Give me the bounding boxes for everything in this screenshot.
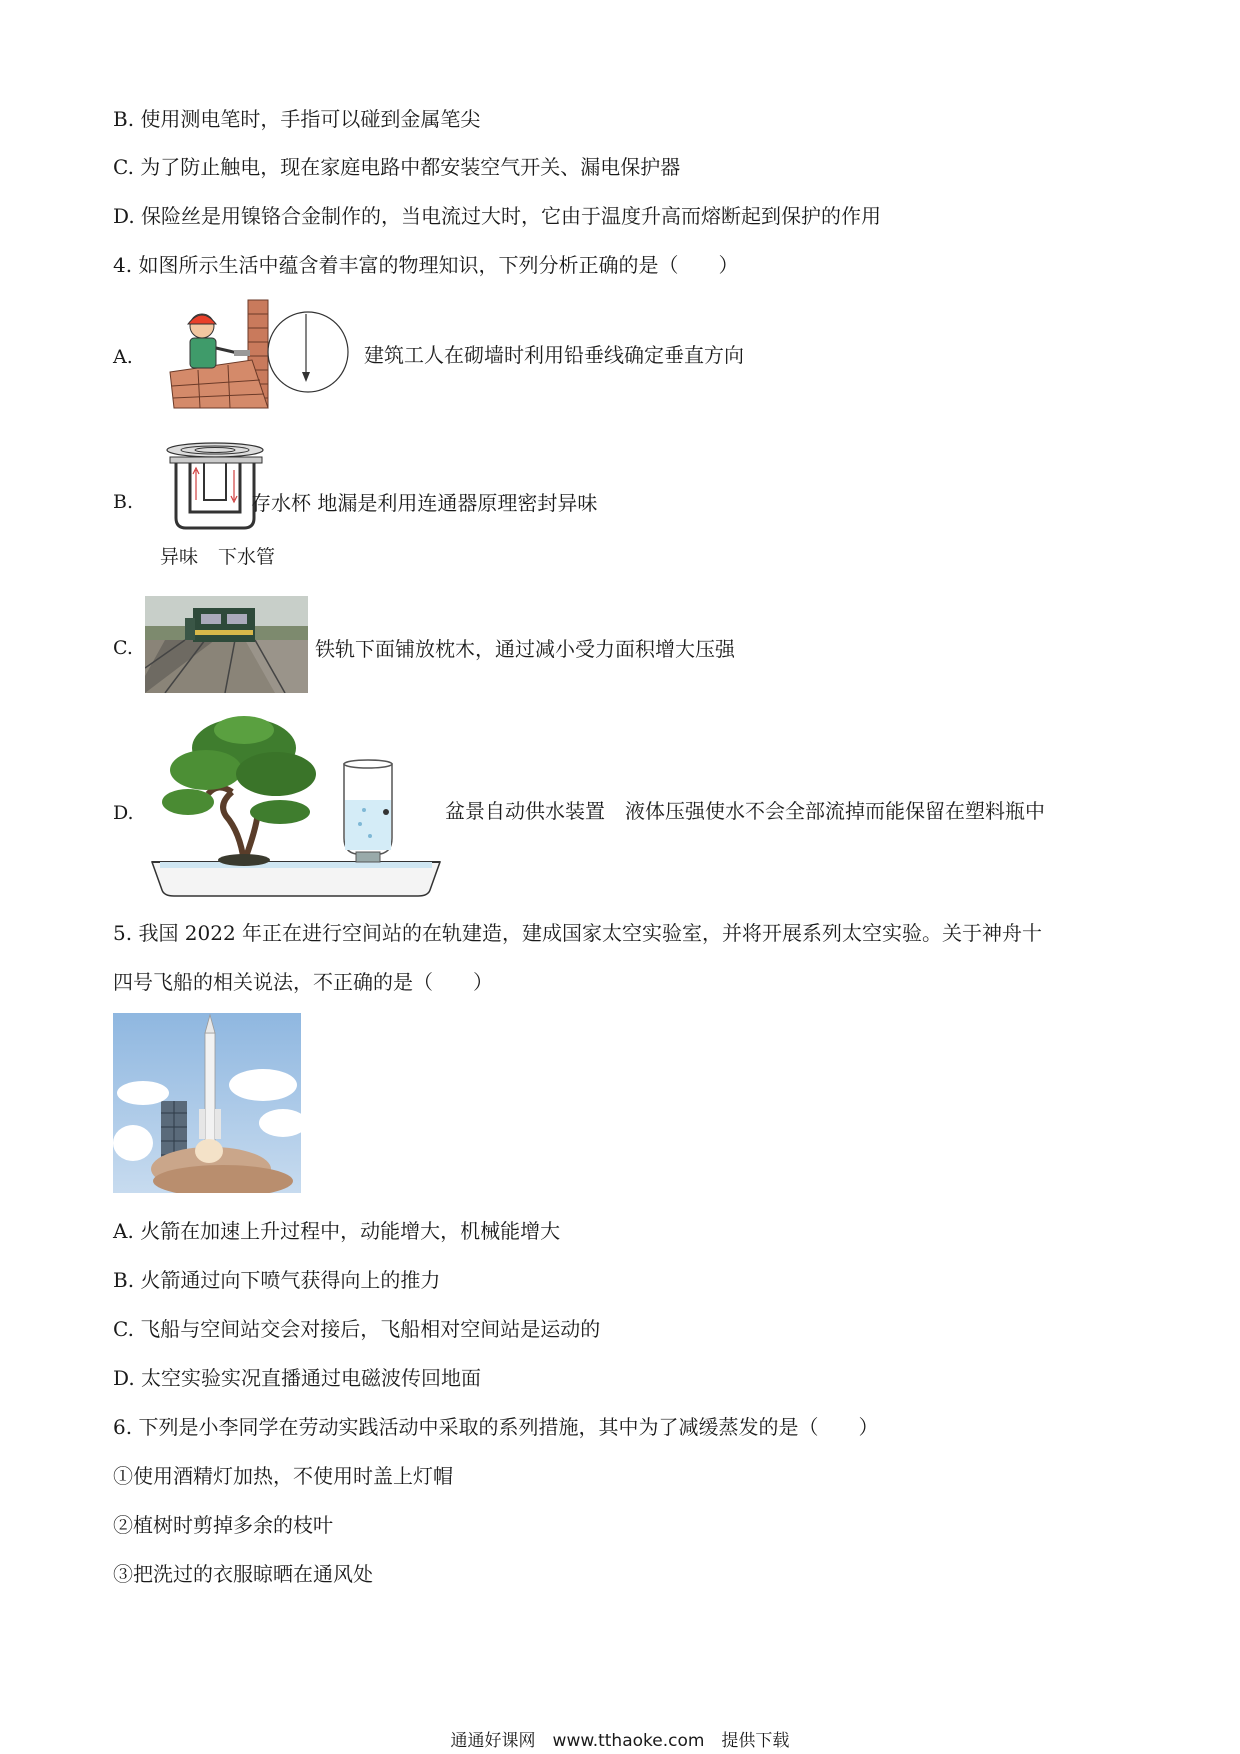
q4-c-label: C.	[113, 637, 133, 659]
bonsai-auto-water-figure	[148, 712, 444, 898]
q5-option-a: A. 火箭在加速上升过程中，动能增大，机械能增大	[113, 1219, 561, 1243]
q3-option-c: C. 为了防止触电，现在家庭电路中都安装空气开关、漏电保护器	[113, 155, 681, 179]
q3-option-d: D. 保险丝是用镍铬合金制作的，当电流过大时，它由于温度升高而熔断起到保护的作用	[113, 204, 882, 228]
q4-b-caption-right: 下水管	[218, 546, 276, 568]
q5-option-c: C. 飞船与空间站交会对接后，飞船相对空间站是运动的	[113, 1317, 601, 1341]
q3-option-b: B. 使用测电笔时，手指可以碰到金属笔尖	[113, 107, 481, 131]
q6-item-3: ③把洗过的衣服晾晒在通风处	[113, 1562, 373, 1586]
q4-a-text: 建筑工人在砌墙时利用铅垂线确定垂直方向	[364, 343, 744, 367]
q4-b-caption-left: 异味	[160, 546, 199, 568]
q4-d-text: 盆景自动供水装置 液体压强使水不会全部流掉而能保留在塑料瓶中	[445, 799, 1045, 823]
bricklayer-plumb-line-figure	[168, 298, 352, 412]
q5-stem-line1: 5. 我国 2022 年正在进行空间站的在轨建造，建成国家太空实验室，并将开展系列太空实验。关于神舟十	[113, 921, 1043, 945]
q4-stem: 4. 如图所示生活中蕴含着丰富的物理知识，下列分析正确的是（ ）	[113, 253, 739, 277]
q6-item-2: ②植树时剪掉多余的枝叶	[113, 1513, 333, 1537]
q6-item-1: ①使用酒精灯加热，不使用时盖上灯帽	[113, 1464, 453, 1488]
q5-option-d: D. 太空实验实况直播通过电磁波传回地面	[113, 1366, 482, 1390]
q5-option-b: B. 火箭通过向下喷气获得向上的推力	[113, 1268, 441, 1292]
q4-a-label: A.	[113, 346, 133, 368]
q5-stem-line2: 四号飞船的相关说法，不正确的是（ ）	[113, 970, 493, 994]
q6-stem: 6. 下列是小李同学在劳动实践活动中采取的系列措施，其中为了减缓蒸发的是（ ）	[113, 1415, 879, 1439]
rocket-launch-photo	[113, 1013, 301, 1193]
q4-b-label: B.	[113, 491, 134, 513]
q4-b-text: 存水杯 地漏是利用连通器原理密封异味	[251, 491, 598, 515]
train-railway-photo	[145, 596, 308, 693]
floor-drain-figure	[160, 440, 270, 532]
q4-d-label: D.	[113, 802, 134, 824]
page-footer: 通通好课网 www.tthaoke.com 提供下载	[450, 1731, 790, 1751]
q4-c-text: 铁轨下面铺放枕木，通过减小受力面积增大压强	[315, 637, 735, 661]
